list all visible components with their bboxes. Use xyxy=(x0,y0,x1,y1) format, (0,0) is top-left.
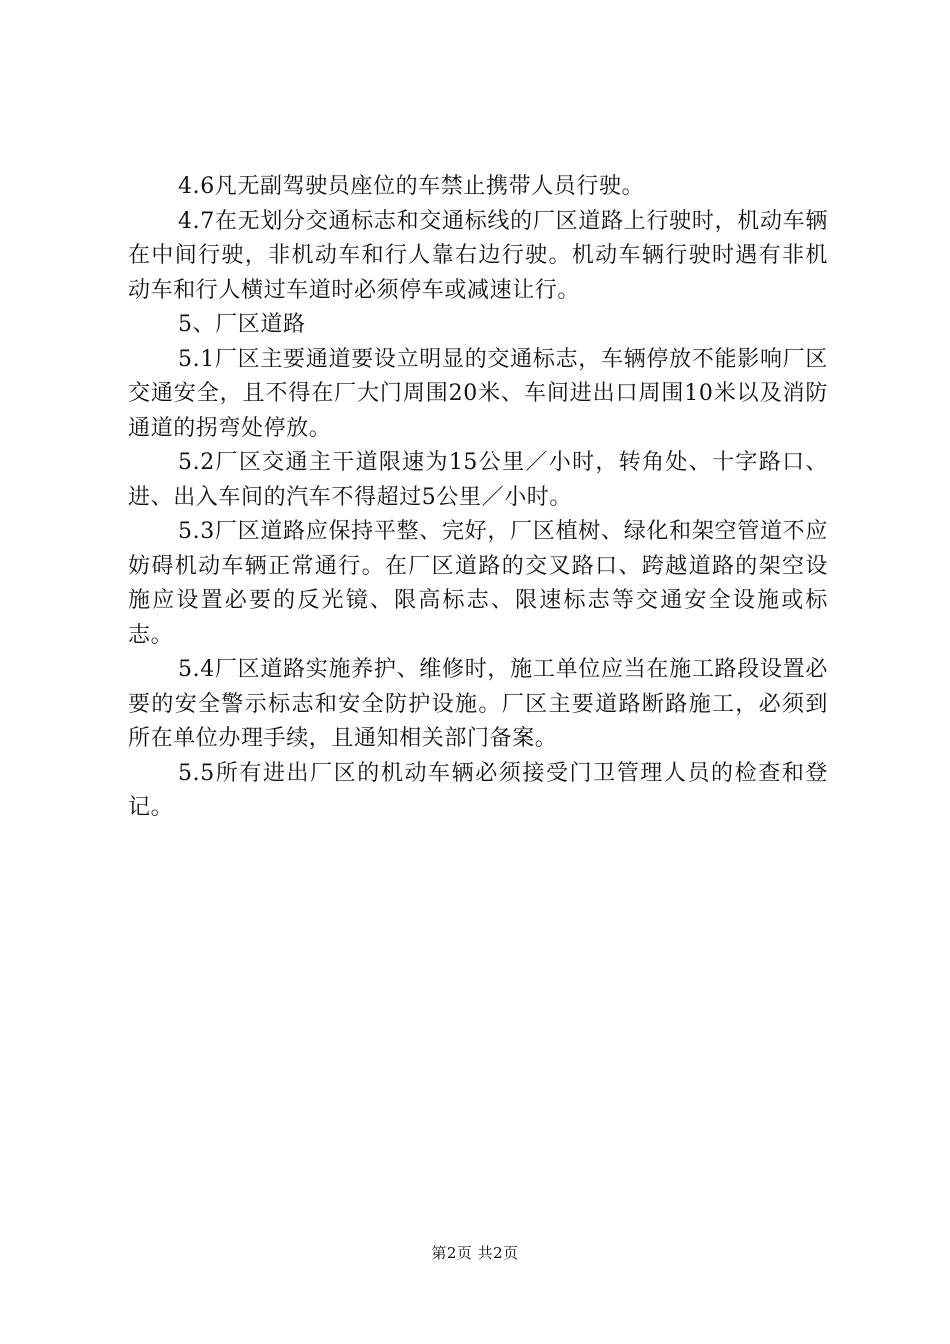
paragraph-5-2: 5.2厂区交通主干道限速为15公里／小时，转角处、十字路口、进、出入车间的汽车不得超过5公里／小时。 xyxy=(128,450,828,510)
paragraph-4-7: 4.7在无划分交通标志和交通标线的厂区道路上行驶时，机动车辆在中间行驶，非机动车和行人靠右边行驶。机动车辆行驶时遇有非机动车和行人横过车道时必须停车或减速让行。 xyxy=(128,208,828,303)
section-heading-5: 5、厂区道路 xyxy=(178,312,306,337)
paragraph-5-5: 5.5所有进出厂区的机动车辆必须接受门卫管理人员的检查和登记。 xyxy=(128,760,828,820)
paragraph-4-6: 4.6凡无副驾驶员座位的车禁止携带人员行驶。 xyxy=(178,174,645,199)
page-footer: 第2页 共2页 xyxy=(431,1244,519,1262)
paragraph-5-4: 5.4厂区道路实施养护、维修时，施工单位应当在施工路段设置必要的安全警示标志和安全防护设施。厂区主要道路断路施工，必须到所在单位办理手续，且通知相关部门备案。 xyxy=(128,657,828,751)
paragraph-5-1: 5.1厂区主要通道要设立明显的交通标志，车辆停放不能影响厂区交通安全，且不得在厂大门周围20米、车间进出口周围10米以及消防通道的拐弯处停放。 xyxy=(128,346,828,441)
document-body xyxy=(128,170,828,826)
paragraph-5-3: 5.3厂区道路应保持平整、完好，厂区植树、绿化和架空管道不应妨碍机动车辆正常通行。在厂区道路的交叉路口、跨越道路的架空设施应设置必要的反光镜、限高标志、限速标志等交通安全设施或标志。 xyxy=(128,519,828,648)
